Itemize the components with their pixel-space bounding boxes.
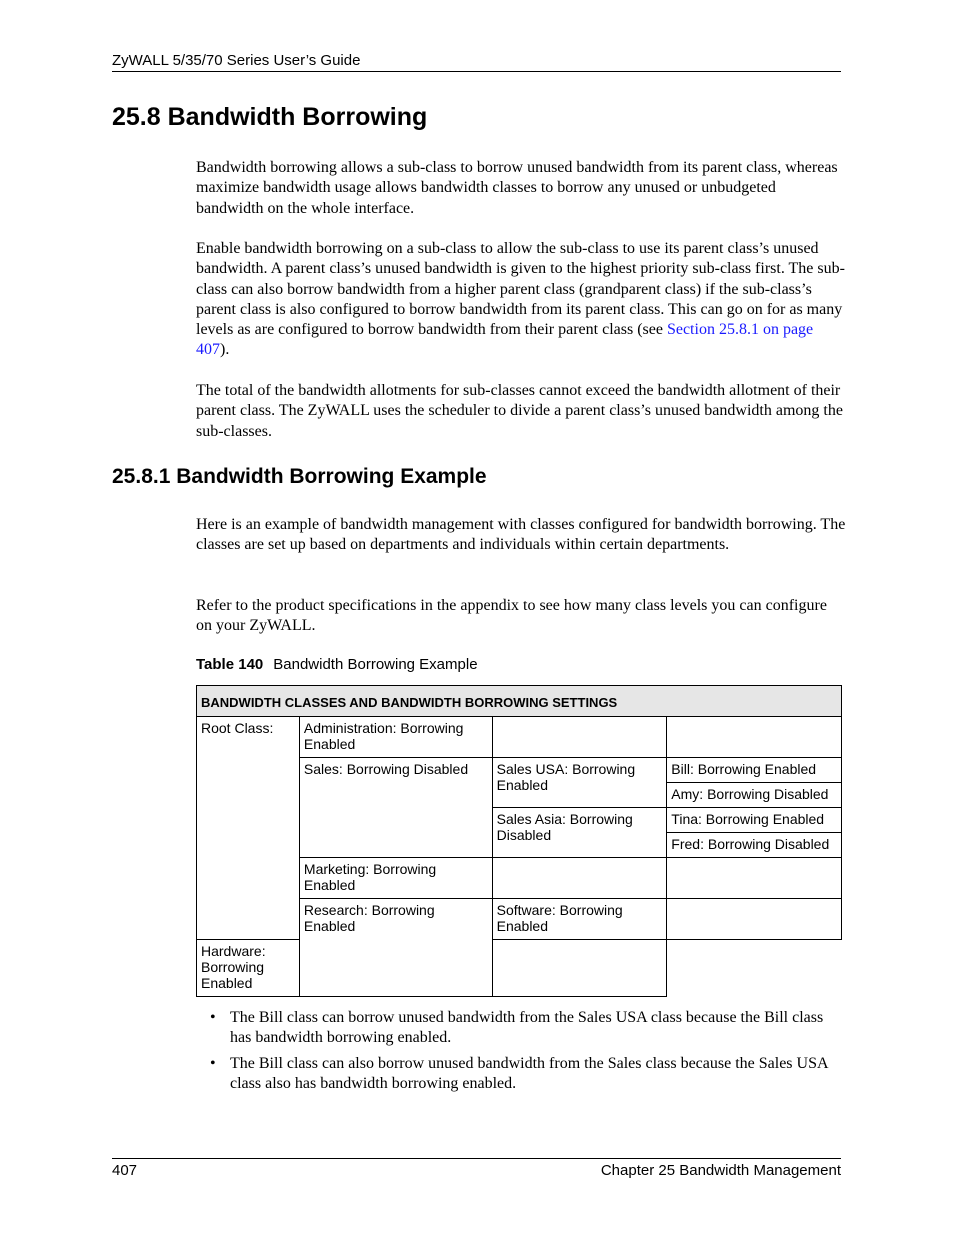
bill-cell: Bill: Borrowing Enabled (667, 758, 842, 783)
header-rule (112, 71, 841, 72)
page-number: 407 (112, 1162, 138, 1179)
subsection-heading: 25.8.1 Bandwidth Borrowing Example (112, 465, 487, 488)
amy-cell: Amy: Borrowing Disabled (667, 783, 842, 808)
list-item: • The Bill class can also borrow unused bandwidth from the Sales class because the Sales USA class also has bandwidth borrowing enabled. (210, 1054, 840, 1095)
section-paragraph-1: Bandwidth borrowing allows a sub-class to borrow unused bandwidth from its parent class, whereas maximize bandwidth usage allows bandwidth classes to borrow any unused or unbudgeted bandwidth on the whole interface. (196, 159, 838, 217)
empty-cell (667, 899, 842, 940)
section-link[interactable]: Section 25.8.1 on page 407 (196, 321, 814, 359)
section-heading: 25.8 Bandwidth Borrowing (112, 103, 428, 131)
table-header-row (197, 686, 842, 717)
root-class-cell: Root Class: (197, 717, 300, 940)
marketing-cell: Marketing: Borrowing Enabled (299, 858, 492, 899)
running-header: ZyWALL 5/35/70 Series User’s Guide (112, 52, 361, 69)
table-header: BANDWIDTH CLASSES AND BANDWIDTH BORROWING SETTINGS (197, 686, 842, 717)
research-cell: Research: Borrowing Enabled (299, 899, 492, 997)
table-caption (196, 656, 478, 673)
empty-cell (667, 858, 842, 899)
chapter-title: Chapter 25 Bandwidth Management (600, 1162, 841, 1179)
empty-cell (492, 940, 667, 997)
software-cell: Software: Borrowing Enabled (492, 899, 667, 940)
empty-cell (492, 717, 667, 758)
fred-cell: Fred: Borrowing Disabled (667, 833, 842, 858)
hardware-cell: Hardware: Borrowing Enabled (197, 940, 300, 997)
bandwidth-borrowing-table (196, 685, 842, 997)
subsection-paragraph-1: Here is an example of bandwidth management with classes configured for bandwidth borrowing. The classes are set up based on departments and individuals within certain departments. (196, 516, 846, 554)
tina-cell: Tina: Borrowing Enabled (667, 808, 842, 833)
section-paragraph-2 (196, 239, 846, 361)
section-paragraph-2-text: Enable bandwidth borrowing on a sub-class to allow the sub-class to use its parent class’s unused bandwidth. A parent class’s unused bandwidth is given to the highest priority sub-class first. The sub-class can also borrow bandwidth from a higher parent class (grandparent class) if the sub-class’s parent class is also configured to borrow bandwidth from its parent class. This can go on for as many levels as are configured to borrow bandwidth from their parent class (see (196, 240, 845, 339)
sales-cell: Sales: Borrowing Disabled (299, 758, 492, 858)
sales-usa-cell: Sales USA: Borrowing Enabled (492, 758, 667, 808)
administration-cell: Administration: Borrowing Enabled (299, 717, 492, 758)
list-item: • The Bill class can borrow unused bandwidth from the Sales USA class because the Bill class has bandwidth borrowing enabled. (210, 1008, 840, 1049)
section-paragraph-3: The total of the bandwidth allotments for sub-classes cannot exceed the bandwidth allotment of their parent class. The ZyWALL uses the scheduler to divide a parent class’s unused bandwidth among the sub-classes. (196, 382, 843, 440)
empty-cell (492, 858, 667, 899)
empty-cell (667, 717, 842, 758)
table-caption-title: Bandwidth Borrowing Example (273, 656, 478, 673)
bullet-list (210, 1008, 840, 1099)
table-row (197, 717, 842, 758)
sales-asia-cell: Sales Asia: Borrowing Disabled (492, 808, 667, 858)
section-paragraph-2-end: ). (220, 341, 230, 359)
table-caption-number: Table 140 (196, 656, 264, 673)
table-row (197, 940, 842, 997)
subsection-paragraph-2: Refer to the product specifications in the appendix to see how many class levels you can configure on your ZyWALL. (196, 597, 827, 635)
footer-rule (112, 1158, 841, 1159)
